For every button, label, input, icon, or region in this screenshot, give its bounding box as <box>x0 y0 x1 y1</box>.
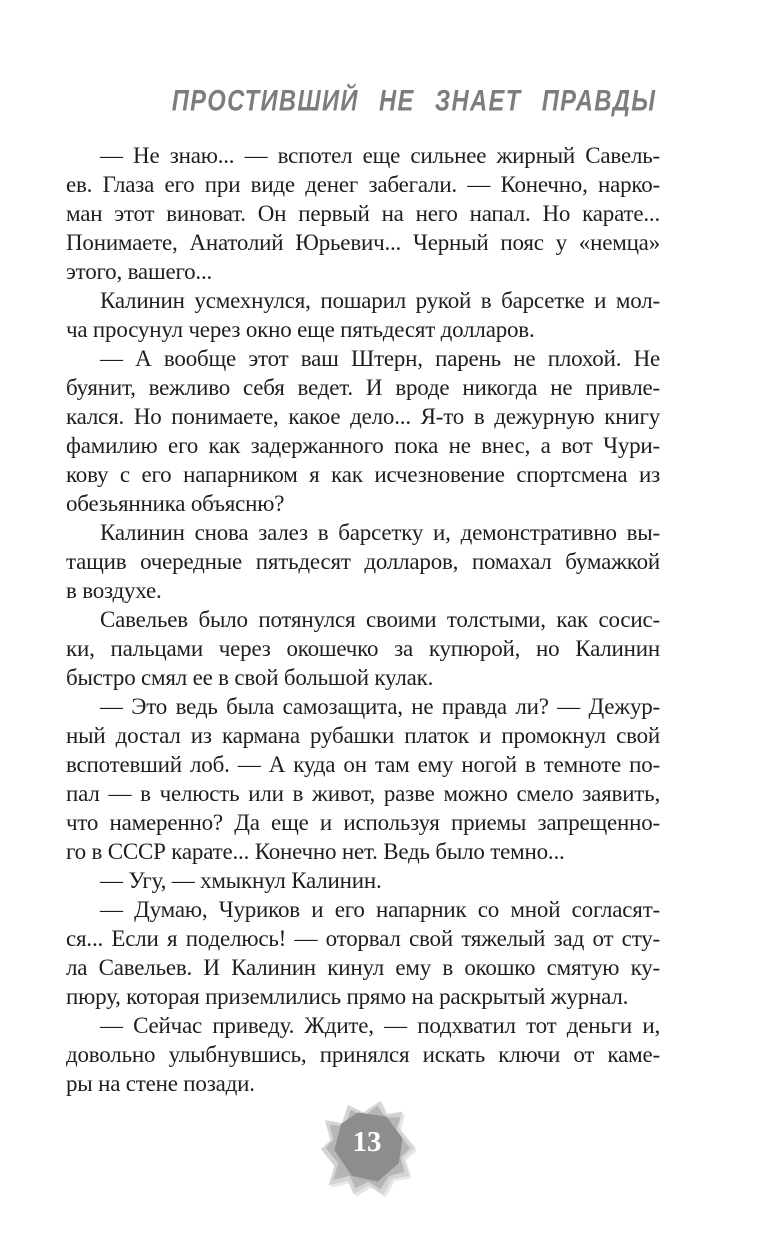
text-line: кову с его напарником я как исчезновение спортсмена из <box>66 462 660 487</box>
splash-badge-icon <box>320 1099 416 1197</box>
text-line: — Думаю, Чуриков и его напарник со мной согласят- <box>100 897 660 922</box>
text-line: пал — в челюсть или в живот, разве можно смело заявить, <box>66 781 660 806</box>
text-line: Калинин снова залез в барсетку и, демонстративно вы- <box>100 520 660 545</box>
text-line: Понимаете, Анатолий Юрьевич... Черный пояс у «немца» <box>66 230 660 255</box>
book-title-running-head: ПРОСТИВШИЙ НЕ ЗНАЕТ ПРАВДЫ <box>171 84 657 118</box>
page-number-badge <box>320 1099 416 1197</box>
page-number: 13 <box>352 1126 382 1159</box>
text-line: — Это ведь была самозащита, не правда ли? — Дежур- <box>100 694 660 719</box>
text-line: фамилию его как задержанного пока не внес, а вот Чури- <box>66 433 660 458</box>
paragraph <box>66 605 660 692</box>
text-line: кался. Но понимаете, какое дело... Я-то в дежурную книгу <box>66 404 660 429</box>
text-line: го в СССР карате... Конечно нет. Ведь было темно... <box>66 839 565 864</box>
text-line: — А вообще этот ваш Штерн, парень не плохой. Не <box>100 346 660 371</box>
text-line: тащив очередные пятьдесят долларов, помахал бумажкой <box>66 549 660 574</box>
paragraph <box>66 866 660 895</box>
text-line: ся... Если я поделюсь! — оторвал свой тяжелый зад от сту- <box>66 926 660 951</box>
text-line: что намеренно? Да еще и используя приемы запрещенно- <box>66 810 660 835</box>
body-text <box>66 141 660 1098</box>
paragraph <box>66 518 660 605</box>
text-line: Калинин усмехнулся, пошарил рукой в барсетке и мол- <box>100 288 660 313</box>
text-line: — Не знаю... — вспотел еще сильнее жирный Савель- <box>100 143 660 168</box>
text-line: этого, вашего... <box>66 259 213 284</box>
text-line: пюру, которая приземлились прямо на раскрытый журнал. <box>66 984 629 1009</box>
text-line: ман этот виноват. Он первый на него напал. Но карате... <box>66 201 660 226</box>
paragraph <box>66 344 660 518</box>
text-line: — Угу, — хмыкнул Калинин. <box>100 868 382 893</box>
text-line: ный достал из кармана рубашки платок и промокнул свой <box>66 723 660 748</box>
text-line: вспотевший лоб. — А куда он там ему ногой в темноте по- <box>66 752 660 777</box>
text-line: Савельев было потянулся своими толстыми, как сосис- <box>100 607 660 632</box>
paragraph <box>66 141 660 286</box>
text-line: довольно улыбнувшись, принялся искать ключи от каме- <box>66 1042 660 1067</box>
text-line: ев. Глаза его при виде денег забегали. — Конечно, нарко- <box>66 172 660 197</box>
text-line: ча просунул через окно еще пятьдесят долларов. <box>66 317 535 342</box>
text-line: ки, пальцами через окошечко за купюрой, но Калинин <box>66 636 660 661</box>
paragraph <box>66 1011 660 1098</box>
text-line: ры на стене позади. <box>66 1071 255 1096</box>
text-line: — Сейчас приведу. Ждите, — подхватил тот деньги и, <box>100 1013 660 1038</box>
text-line: буянит, вежливо себя ведет. И вроде никогда не привле- <box>66 375 660 400</box>
paragraph <box>66 895 660 1011</box>
text-line: быстро смял ее в свой большой кулак. <box>66 665 434 690</box>
text-line: ла Савельев. И Калинин кинул ему в окошко смятую ку- <box>66 955 660 980</box>
paragraph <box>66 286 660 344</box>
text-line: обезьянника объясню? <box>66 491 285 516</box>
paragraph <box>66 692 660 866</box>
text-line: в воздухе. <box>66 578 162 603</box>
